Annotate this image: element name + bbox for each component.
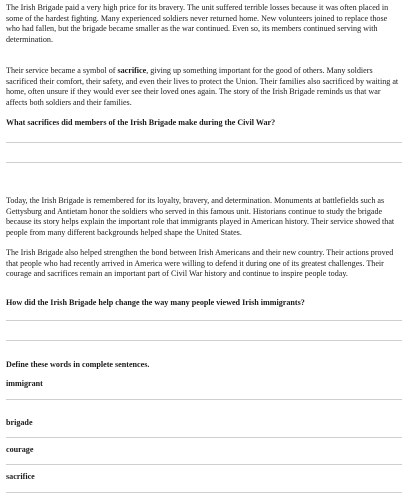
- answer-line-brigade[interactable]: [6, 437, 402, 438]
- vocab-instruction: Define these words in complete sentences.: [6, 360, 150, 369]
- question-sacrifices: What sacrifices did members of the Irish Brigade make during the Civil War?: [6, 118, 276, 127]
- sacrifice-text-after: , giving up something important for the good of others. Many soldiers sacrificed their comfort, their safety, and even their lives to protect the Union. Their families also sacrificed by waiting at home, often unsure if they would ever see their loved ones again. The story of the Irish Brigade reminds us that war affects both soldiers and their families.: [6, 66, 399, 107]
- sacrifice-text-before: Their service became a symbol of: [6, 66, 118, 75]
- passage-paragraph-sacrifice: [6, 66, 402, 108]
- vocab-term-courage: courage: [6, 445, 34, 454]
- answer-line-immigrant[interactable]: [6, 399, 402, 400]
- vocab-term-immigrant: immigrant: [6, 379, 43, 388]
- passage-paragraph-remembered: Today, the Irish Brigade is remembered for its loyalty, bravery, and determination. Monuments at battlefields such as Gettysburg and Antietam honor the soldiers who served in this famous unit. Historians continue to study the brigade because its story helps explain the important role that immigrants played in American history. Their service showed that people from many different backgrounds helped shape the United States.: [6, 196, 395, 237]
- answer-line-q1-2[interactable]: [6, 162, 402, 163]
- passage-paragraph-losses: The Irish Brigade paid a very high price for its bravery. The unit suffered terrible losses because it was often placed in some of the hardest fighting. Many experienced soldiers never returned home. New volunteers joined to replace those who had fallen, but the brigade became smaller as the war continued. Even so, its members continued serving with determination.: [6, 3, 389, 44]
- vocab-term-sacrifice: sacrifice: [6, 472, 35, 481]
- answer-line-q2-2[interactable]: [6, 340, 402, 341]
- sacrifice-bold-term: sacrifice: [117, 66, 147, 75]
- answer-line-sacrifice[interactable]: [6, 492, 402, 493]
- passage-paragraph-bond: The Irish Brigade also helped strengthen the bond between Irish Americans and their new country. Their actions proved that people who had recently arrived in America were willing to defend it during one of its greatest challenges. Their courage and sacrifices remain an important part of Civil War history and continue to inspire people today.: [6, 248, 394, 279]
- vocab-term-brigade: brigade: [6, 418, 33, 427]
- question-views-immigrants: How did the Irish Brigade help change the way many people viewed Irish immigrants?: [6, 298, 305, 307]
- answer-line-q2-1[interactable]: [6, 320, 402, 321]
- answer-line-courage[interactable]: [6, 464, 402, 465]
- answer-line-q1-1[interactable]: [6, 142, 402, 143]
